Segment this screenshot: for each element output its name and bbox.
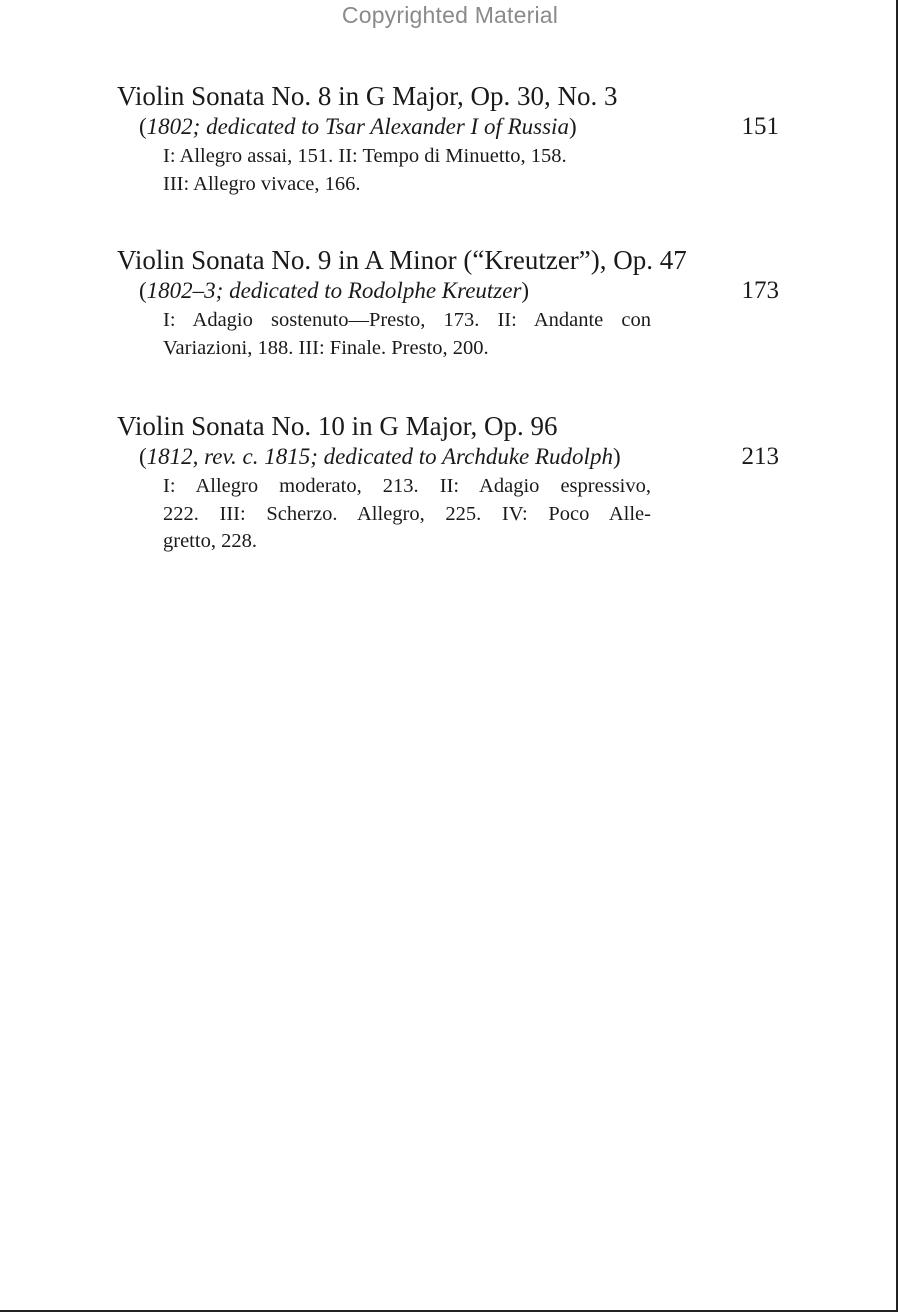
entry-title: Violin Sonata No. 10 in G Major, Op. 96 <box>117 411 558 441</box>
entry-title: Violin Sonata No. 9 in A Minor (“Kreutzer”), Op. 47 <box>117 245 687 275</box>
toc-entry <box>117 410 787 552</box>
entry-dedication: (1812, rev. c. 1815; dedicated to Archduke Rudolph) <box>139 444 621 469</box>
entry-dedication: (1802–3; dedicated to Rodolphe Kreutzer) <box>139 278 530 303</box>
movement-line: I: Adagio sostenuto—Presto, 173. II: Andante con <box>163 309 651 331</box>
entry-page-number: 151 <box>741 113 779 140</box>
copyright-watermark: Copyrighted Material <box>341 2 559 28</box>
toc-entry <box>117 244 787 359</box>
dedication-text: 1802; dedicated to Tsar Alexander I of Russia <box>146 114 569 139</box>
movement-line: I: Allegro moderato, 213. II: Adagio espressivo, <box>163 475 651 497</box>
entry-page-number: 173 <box>741 277 779 304</box>
movement-line: 222. III: Scherzo. Allegro, 225. IV: Poco Alle- <box>163 502 651 525</box>
entry-movements <box>163 143 651 198</box>
entry-title: Violin Sonata No. 8 in G Major, Op. 30, No. 3 <box>117 81 618 111</box>
movement-line: I: Allegro assai, 151. II: Tempo di Minuetto, 158. <box>163 145 567 167</box>
dedication-text: 1802–3; dedicated to Rodolphe Kreutzer <box>146 278 522 303</box>
dedication-text: 1812, rev. c. 1815; dedicated to Archduke Rudolph <box>146 444 613 469</box>
entry-movements <box>163 307 651 362</box>
toc-entry <box>117 80 787 195</box>
entry-page-number: 213 <box>741 443 779 470</box>
movement-line: gretto, 228. <box>163 530 257 552</box>
entry-movements <box>163 473 651 556</box>
movement-line: Variazioni, 188. III: Finale. Presto, 200. <box>163 336 489 359</box>
movement-line: III: Allegro vivace, 166. <box>163 172 361 195</box>
entry-dedication: (1802; dedicated to Tsar Alexander I of Russia) <box>139 114 577 139</box>
